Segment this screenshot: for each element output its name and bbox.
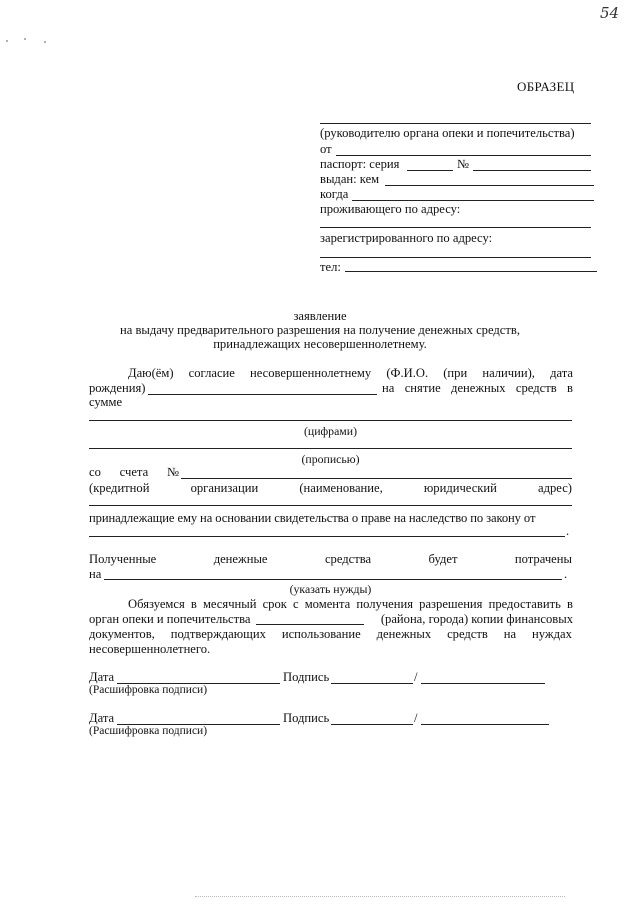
withdrawal-word: денежных [451,381,506,395]
recipient-line [320,123,591,124]
document-subtitle-cont: принадлежащих несовершеннолетнему. [213,337,427,351]
account-text [89,465,179,480]
obligation-line1 [128,597,573,612]
scan-bottom-edge [195,896,565,897]
signature-date-label: Дата [89,711,115,725]
obligation-word: предоставить [488,597,561,611]
withdrawal-text [382,381,573,396]
recipient-label: (руководителю органа опеки и попечительства) [320,126,575,140]
authority-region-line [256,624,364,625]
documents-word: использование [281,627,361,641]
documents-word: на [503,627,517,641]
phone-line [345,271,597,272]
issued-by-line [385,185,594,186]
documents-word: нуждах [532,627,572,641]
specify-needs-caption: (указать нужды) [289,582,372,596]
birth-date-label: рождения) [89,381,146,395]
bank-word: (наименование, [299,481,383,495]
obligation-word: срок [262,597,287,611]
account-word: счета [119,465,149,479]
passport-series-label: паспорт: серия [320,157,400,171]
withdrawal-word: средств [515,381,557,395]
obligation-word: с [293,597,299,611]
scan-speck [44,41,46,43]
amount-label: сумме [89,395,123,409]
on-label: на [89,567,102,581]
obligation-word: момента [304,597,351,611]
residing-label: проживающего по адресу: [320,202,461,216]
signature-slash: / [414,711,418,725]
amount-words-line [89,448,572,449]
withdrawal-word: снятие [404,381,441,395]
inheritance-period: . [566,524,570,538]
obligation-word: получения [356,597,414,611]
when-line [352,200,594,201]
sample-label: ОБРАЗЕЦ [517,79,575,94]
documents-line [89,627,572,642]
inheritance-date-line [89,536,565,537]
obligation-word: разрешения [419,597,483,611]
spent-word: потрачены [514,552,572,566]
signature-name-line [421,724,549,725]
signature-decode-caption: (Расшифровка подписи) [89,725,208,737]
signature-sign-label: Подпись [283,711,330,725]
signature-name-line [421,683,545,684]
documents-word: средств [447,627,488,641]
signature-sign-line [331,683,413,684]
withdrawal-word: на [382,381,395,395]
obligation-word: Обязуемся [128,597,185,611]
consent-word: несовершеннолетнему [250,366,372,380]
bank-word: организации [190,481,259,495]
inheritance-text: принадлежащие ему на основании свидетельства о праве на наследство по закону от [89,511,536,525]
needs-period: . [564,567,568,581]
withdrawal-word: в [567,381,573,395]
obligation-word: в [190,597,197,611]
documents-word: документов, [89,627,155,641]
authority-text: орган опеки и попечительства [89,612,251,626]
amount-figures-line [89,420,572,421]
issued-by-label: выдан: кем [320,172,380,186]
from-line [336,155,591,156]
bank-word: (кредитной [89,481,150,495]
bank-text [89,481,572,496]
scan-speck [24,38,26,40]
consent-word: (при [443,366,468,380]
spent-word: Полученные [89,552,157,566]
spent-word: средства [324,552,372,566]
bank-details-line [89,505,572,506]
registered-address-line [320,257,591,258]
region-text: (района, города) копии финансовых [380,612,573,626]
spent-text [89,552,572,567]
signature-slash: / [414,670,418,684]
when-label: когда [320,187,349,201]
bank-word: юридический [423,481,497,495]
registered-label: зарегистрированного по адресу: [320,231,493,245]
documents-word: подтверждающих [170,627,266,641]
minor-end-text: несовершеннолетнего. [89,642,211,656]
bank-word: адрес) [538,481,572,495]
signature-sign-label: Подпись [283,670,330,684]
in-words-caption: (прописью) [301,452,360,466]
consent-word: согласие [188,366,235,380]
account-word: № [166,465,179,479]
document-subtitle: на выдачу предварительного разрешения на получение денежных средств, [120,323,520,337]
signature-sign-line [331,724,413,725]
needs-line [104,579,562,580]
document-title: заявление [293,309,347,323]
birth-date-line [148,394,377,395]
account-number-line [181,478,572,479]
consent-word: наличии), [482,366,535,380]
spent-word: будет [428,552,458,566]
in-figures-caption: (цифрами) [303,424,358,438]
consent-word: Даю(ём) [128,366,174,380]
from-label: от [320,142,332,156]
passport-number-line [473,170,591,171]
page-number: 54 [600,4,620,22]
obligation-word: в [566,597,573,611]
documents-word: денежных [376,627,432,641]
scan-speck [6,40,8,42]
consent-word: дата [550,366,573,380]
consent-word: (Ф.И.О. [386,366,429,380]
residing-address-line [320,227,591,228]
passport-series-line [407,170,453,171]
signature-date-label: Дата [89,670,115,684]
obligation-word: месячный [202,597,257,611]
signature-decode-caption: (Расшифровка подписи) [89,684,208,696]
consent-line [128,366,573,381]
spent-word: денежные [213,552,268,566]
account-word: со [89,465,101,479]
passport-number-sign: № [457,157,470,171]
phone-label: тел: [320,260,341,274]
